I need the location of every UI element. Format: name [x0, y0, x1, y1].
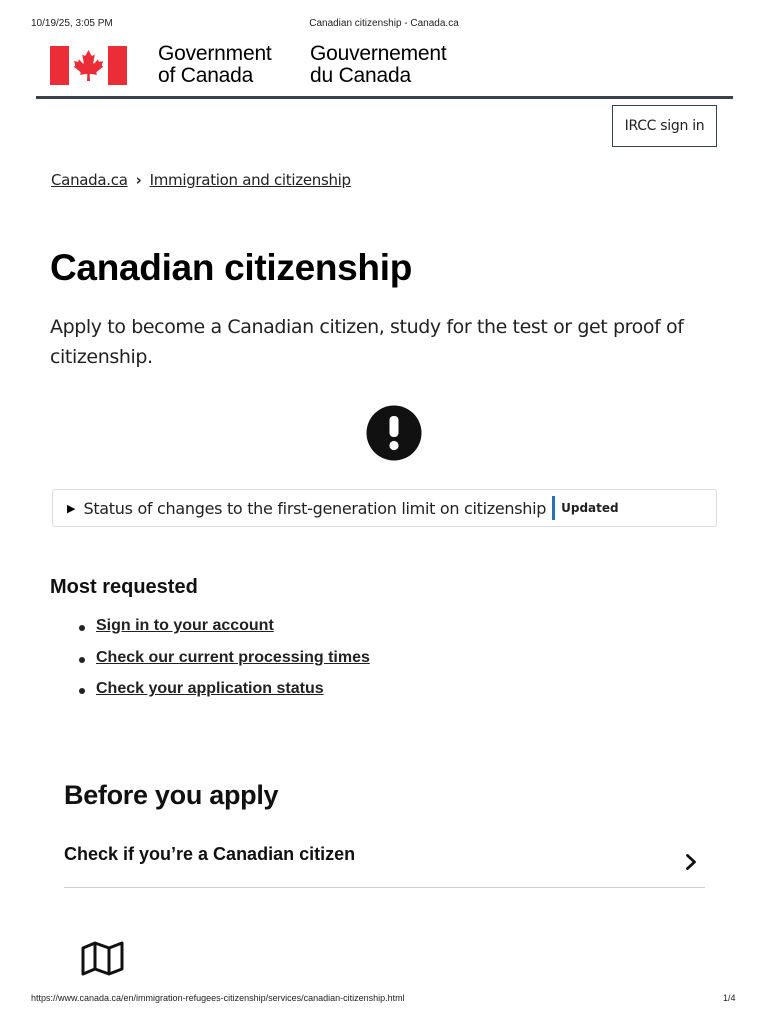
canada-flag-icon[interactable]	[50, 46, 127, 85]
first-generation-limit-notice[interactable]	[52, 489, 717, 527]
triangle-right-icon: ▶	[67, 501, 76, 515]
bullet	[79, 688, 85, 694]
sign-in-link[interactable]: Sign in to your account	[96, 617, 274, 634]
updated-badge: Updated	[552, 496, 619, 520]
application-status-link[interactable]: Check your application status	[96, 680, 324, 697]
print-datetime: 10/19/25, 3:05 PM	[31, 18, 113, 29]
page-intro: Apply to become a Canadian citizen, study for the test or get proof of citizenship.	[50, 316, 684, 368]
exclamation-circle-icon	[366, 405, 422, 461]
processing-times-link[interactable]: Check our current processing times	[96, 648, 370, 666]
map-icon	[81, 941, 124, 976]
before-you-apply-heading: Before you apply	[64, 780, 279, 810]
check-citizen-row[interactable]	[64, 842, 705, 888]
gov-en-line1: Government	[158, 42, 272, 65]
header-divider	[36, 96, 733, 99]
chevron-right-icon	[685, 854, 697, 870]
breadcrumb	[51, 171, 351, 189]
gov-en-line2: of Canada	[158, 64, 254, 87]
gouvernement-du-canada-wordmark[interactable]	[310, 43, 447, 87]
page-title: Canadian citizenship	[50, 247, 413, 288]
breadcrumb-link-canada[interactable]: Canada.ca	[51, 171, 128, 189]
check-citizen-label: Check if you’re a Canadian citizen	[64, 844, 356, 864]
ircc-sign-in-button[interactable]: IRCC sign in	[612, 105, 717, 147]
government-of-canada-wordmark[interactable]	[158, 43, 272, 87]
breadcrumb-link-immigration[interactable]: Immigration and citizenship	[149, 171, 351, 189]
gov-fr-line2: du Canada	[310, 64, 411, 87]
print-page-number: 1/4	[723, 993, 736, 1003]
bullet	[79, 657, 85, 663]
notice-summary: Status of changes to the first-generation limit on citizenship	[83, 498, 547, 518]
print-document-title: Canadian citizenship - Canada.ca	[309, 18, 459, 29]
list-item	[76, 680, 370, 712]
list-item	[76, 617, 370, 649]
list-item	[76, 649, 370, 681]
most-requested-heading: Most requested	[50, 576, 198, 598]
print-url: https://www.canada.ca/en/immigration-refugees-citizenship/services/canadian-citizenship.html	[31, 993, 405, 1003]
most-requested-list	[76, 617, 370, 712]
gov-fr-line1: Gouvernement	[310, 42, 447, 65]
chevron-right-icon: ›	[135, 171, 142, 189]
bullet	[79, 625, 85, 631]
